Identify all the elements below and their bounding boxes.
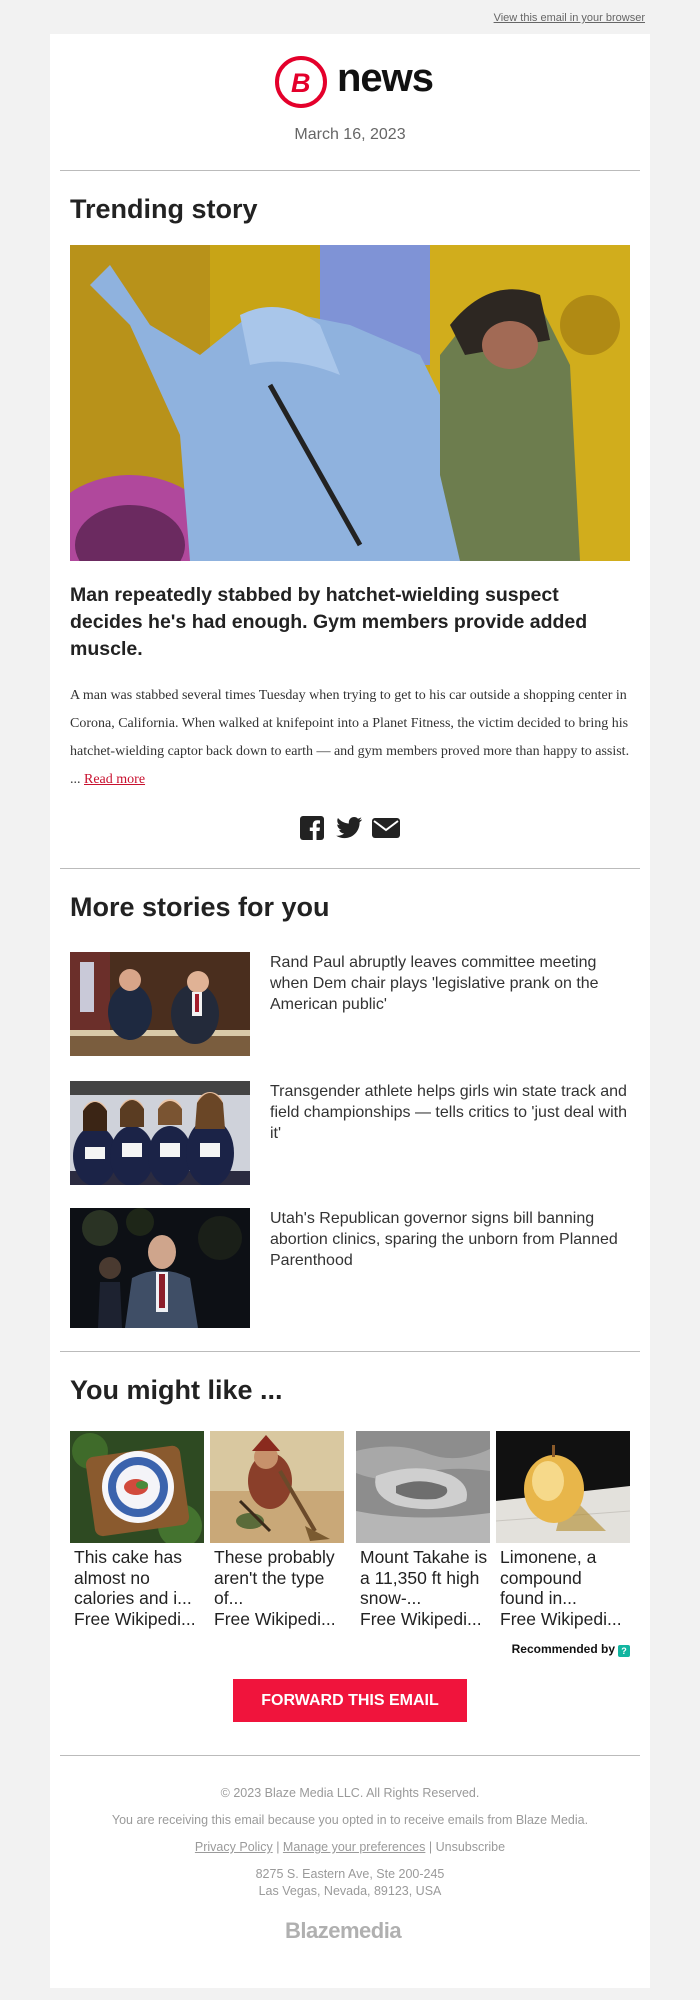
- recommendation-source: Free Wikipedi...: [360, 1609, 482, 1629]
- recommendation-card[interactable]: [356, 1431, 490, 1631]
- story-item[interactable]: [70, 1081, 630, 1191]
- recommendation-title[interactable]: Limonene, a compound found in...: [500, 1547, 597, 1608]
- story-item[interactable]: [70, 952, 630, 1062]
- blaze-media-logo[interactable]: Blazemedia: [285, 1918, 402, 1943]
- trending-heading: Trending story: [70, 194, 258, 224]
- footer-separator: |: [428, 1840, 433, 1854]
- brand-word: news: [337, 56, 434, 100]
- recommendation-image[interactable]: [356, 1431, 490, 1543]
- recommendation-source: Free Wikipedi...: [74, 1609, 196, 1629]
- forward-email-button[interactable]: FORWARD THIS EMAIL: [233, 1679, 467, 1722]
- trending-headline[interactable]: Man repeatedly stabbed by hatchet-wielding suspect decides he's had enough. Gym members provide added muscle.: [70, 584, 588, 660]
- view-in-browser-link[interactable]: View this email in your browser: [493, 12, 645, 24]
- story-title[interactable]: Rand Paul abruptly leaves committee meeting when Dem chair plays 'legislative prank on the American public': [270, 954, 599, 1013]
- facebook-icon[interactable]: [300, 816, 324, 845]
- footer-notice: You are receiving this email because you opted in to receive emails from Blaze Media.: [111, 1813, 589, 1827]
- footer-address-line1: 8275 S. Eastern Ave, Ste 200-245: [255, 1867, 445, 1881]
- recommendation-title[interactable]: Mount Takahe is a 11,350 ft high snow-...: [360, 1547, 488, 1608]
- recommendation-card[interactable]: [496, 1431, 630, 1631]
- manage-preferences-link[interactable]: Manage your preferences: [282, 1840, 426, 1854]
- footer-links: [50, 1840, 650, 1854]
- share-bar: [300, 816, 400, 842]
- recommendation-card[interactable]: [70, 1431, 204, 1631]
- brand-mark-icon: B: [275, 56, 327, 108]
- recommendation-title[interactable]: This cake has almost no calories and i...: [74, 1547, 192, 1608]
- divider: [60, 868, 640, 869]
- recommendation-source: Free Wikipedi...: [500, 1609, 622, 1629]
- recommendation-image[interactable]: [210, 1431, 344, 1543]
- divider: [60, 1351, 640, 1352]
- divider: [60, 170, 640, 171]
- email-icon[interactable]: [372, 816, 400, 845]
- recommendation-title[interactable]: These probably aren't the type of...: [214, 1547, 335, 1608]
- trending-image[interactable]: [70, 245, 630, 561]
- you-might-like-heading: You might like ...: [70, 1375, 283, 1405]
- more-stories-heading: More stories for you: [70, 892, 330, 922]
- recommendation-image[interactable]: [496, 1431, 630, 1543]
- story-thumbnail[interactable]: [70, 952, 250, 1056]
- footer-address-line2: Las Vegas, Nevada, 89123, USA: [258, 1884, 442, 1898]
- footer-copyright: © 2023 Blaze Media LLC. All Rights Reserved.: [220, 1786, 480, 1800]
- email-card: [50, 34, 650, 1988]
- news-logo[interactable]: [275, 54, 435, 110]
- divider: [60, 1755, 640, 1756]
- recommendation-image[interactable]: [70, 1431, 204, 1543]
- story-thumbnail[interactable]: [70, 1081, 250, 1185]
- recommendation-card[interactable]: [210, 1431, 344, 1631]
- story-title[interactable]: Utah's Republican governor signs bill banning abortion clinics, sparing the unborn from Planned Parenthood: [270, 1210, 618, 1269]
- recommendation-source: Free Wikipedi...: [214, 1609, 336, 1629]
- top-bar: [0, 0, 700, 34]
- read-more-link[interactable]: Read more: [84, 772, 146, 787]
- story-item[interactable]: [70, 1208, 630, 1318]
- taboola-icon: ?: [618, 1645, 630, 1657]
- footer-separator: |: [276, 1840, 280, 1854]
- email-date: March 16, 2023: [294, 126, 406, 143]
- recommended-by[interactable]: Recommended by ?: [512, 1642, 630, 1657]
- twitter-icon[interactable]: [336, 816, 362, 845]
- privacy-policy-link[interactable]: Privacy Policy: [194, 1840, 273, 1854]
- story-thumbnail[interactable]: [70, 1208, 250, 1328]
- story-title[interactable]: Transgender athlete helps girls win state track and field championships — tells critics to 'just deal with it': [270, 1083, 627, 1142]
- trending-summary: A man was stabbed several times Tuesday when trying to get to his car outside a shopping center in Corona, California. When walked at knifepoint into a Planet Fitness, the victim decided to bring his hatchet-wielding captor back down to earth — and gym members proved more than happy to assist. ... Read more: [70, 688, 630, 787]
- unsubscribe-link[interactable]: Unsubscribe: [435, 1840, 506, 1854]
